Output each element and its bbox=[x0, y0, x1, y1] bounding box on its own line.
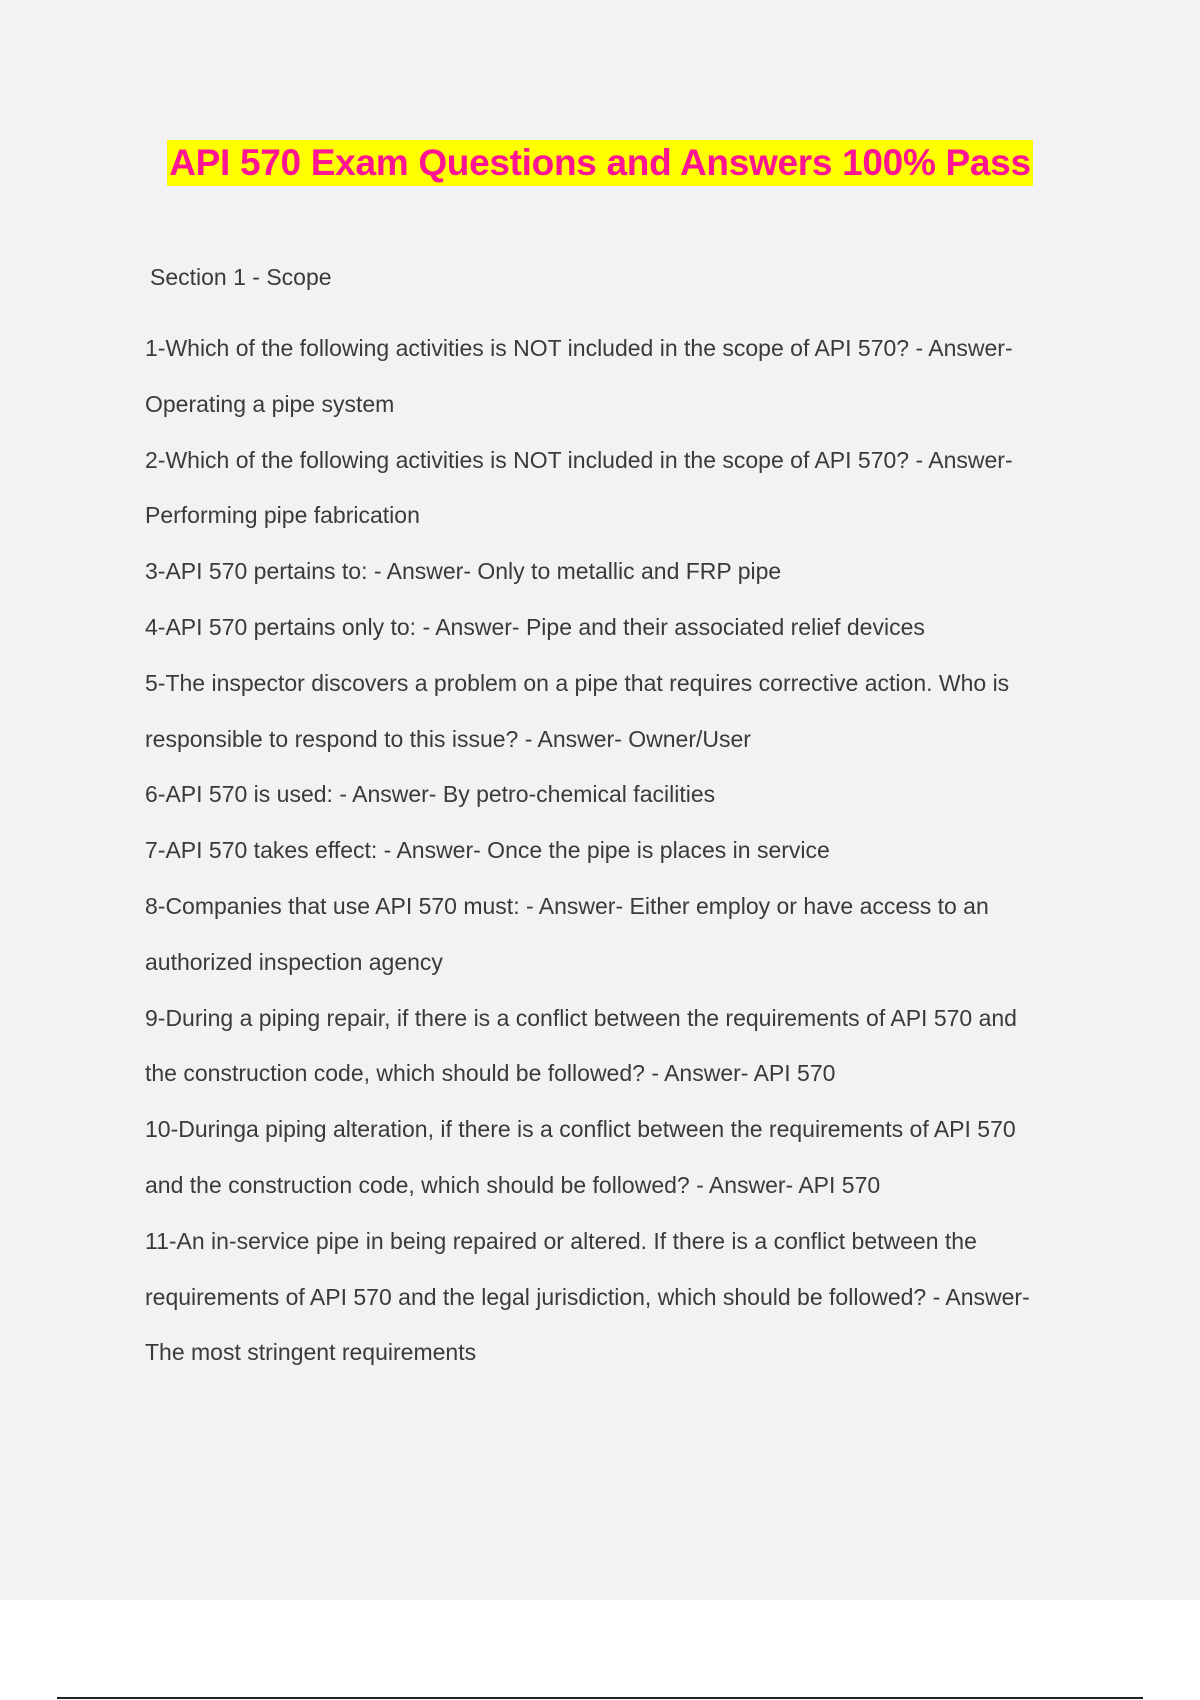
qa-item bbox=[145, 612, 1085, 668]
qa-line: Operating a pipe system bbox=[145, 390, 395, 417]
title-container bbox=[0, 140, 1200, 186]
qa-line: 9-During a piping repair, if there is a conflict between the requirements of API 570 and bbox=[145, 1004, 1017, 1031]
qa-line: and the construction code, which should be followed? - Answer- API 570 bbox=[145, 1171, 881, 1198]
qa-line: the construction code, which should be followed? - Answer- API 570 bbox=[145, 1060, 836, 1087]
document-title: API 570 Exam Questions and Answers 100% Pass bbox=[167, 140, 1033, 186]
qa-line: 11-An in-service pipe in being repaired or altered. If there is a conflict between the bbox=[145, 1227, 977, 1254]
qa-line: The most stringent requirements bbox=[145, 1339, 477, 1366]
section-heading: Section 1 - Scope bbox=[150, 264, 332, 290]
qa-line: 1-Which of the following activities is NOT included in the scope of API 570? - Answer- bbox=[145, 335, 1013, 361]
qa-item bbox=[145, 779, 1085, 835]
qa-line: 10-Duringa piping alteration, if there is a conflict between the requirements of API 570 bbox=[145, 1116, 1016, 1143]
qa-line: 8-Companies that use API 570 must: - Answer- Either employ or have access to an bbox=[145, 892, 989, 919]
qa-line: 5-The inspector discovers a problem on a pipe that requires corrective action. Who is bbox=[145, 669, 1010, 696]
qa-line: Performing pipe fabrication bbox=[145, 502, 420, 529]
qa-line: 4-API 570 pertains only to: - Answer- Pipe and their associated relief devices bbox=[145, 613, 925, 640]
qa-line: 6-API 570 is used: - Answer- By petro-chemical facilities bbox=[145, 781, 716, 808]
qa-item bbox=[145, 1226, 1085, 1393]
footer-divider bbox=[57, 1697, 1143, 1699]
qa-line: 3-API 570 pertains to: - Answer- Only to metallic and FRP pipe bbox=[145, 558, 782, 585]
qa-item bbox=[145, 556, 1085, 612]
qa-line: requirements of API 570 and the legal jurisdiction, which should be followed? - Answer- bbox=[145, 1283, 1030, 1310]
qa-line: authorized inspection agency bbox=[145, 948, 443, 975]
qa-item bbox=[145, 1114, 1085, 1226]
qa-item bbox=[145, 668, 1085, 780]
qa-item bbox=[145, 445, 1085, 557]
question-answer-list bbox=[145, 333, 1085, 1393]
qa-item bbox=[145, 891, 1085, 1003]
qa-item bbox=[145, 333, 1085, 445]
qa-item bbox=[145, 835, 1085, 891]
qa-item bbox=[145, 1003, 1085, 1115]
qa-line: 7-API 570 takes effect: - Answer- Once the pipe is places in service bbox=[145, 837, 830, 864]
qa-line: 2-Which of the following activities is NOT included in the scope of API 570? - Answer- bbox=[145, 446, 1013, 473]
qa-line: responsible to respond to this issue? - Answer- Owner/User bbox=[145, 725, 751, 752]
